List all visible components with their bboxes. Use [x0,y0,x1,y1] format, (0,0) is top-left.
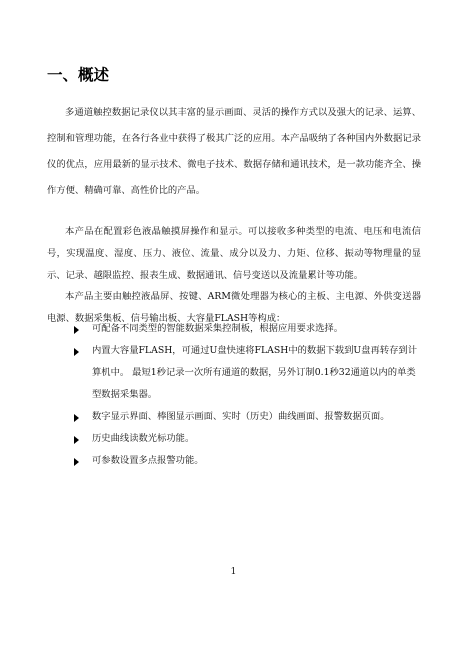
list-item [74,340,423,406]
list-item-text: 可参数设置多点报警功能。 [92,455,204,466]
list-item [74,406,423,428]
bullet-arrow-icon [74,436,79,444]
section-heading: 一、概述 [47,66,110,84]
overview-paragraph: 多通道触控数据记录仪以其丰富的显示画面、灵活的操作方式以及强大的记录、运算、控制和管理功能，在各行各业中获得了极其广泛的应用。本产品吸纳了各种国内外数据记录仪的优点，应用最新的显示技术、微电子技术、数据存储和通讯技术，是一款功能齐全、操作方便、精确可靠、高性价比的产品。 [47,107,421,196]
page-number: 1 [230,566,237,577]
list-item-text: 数字显示界面、棒图显示画面、实时（历史）曲线画面、报警数据页面。 [92,411,390,422]
list-item [74,450,423,472]
bullet-arrow-icon [74,326,79,334]
bullet-arrow-icon [74,458,79,466]
features-paragraph: 本产品在配置彩色液晶触摸屏操作和显示。可以接收多种类型的电流、电压和电流信号，实现温度、湿度、压力、液位、流量、成分以及力、力矩、位移、振动等物理量的显示、记录、越限监控、报表生成、数据通讯、信号变送以及流量累计等功能。 [47,226,421,281]
list-item [74,428,423,450]
list-item [74,318,423,340]
bullet-arrow-icon [74,414,79,422]
bullet-arrow-icon [74,348,79,356]
composition-paragraph: 本产品主要由触控液晶屏、按键、ARM微处理器为核心的主板、主电源、外供变送器电源、数据采集板、信号输出板、大容量FLASH等构成： [47,291,421,324]
list-item-text: 可配备不同类型的智能数据采集控制板，根据应用要求选择。 [92,323,344,334]
feature-list [74,318,423,472]
list-item-text: 内置大容量FLASH，可通过U盘快速将FLASH中的数据下载到U盘再转存到计算机中。 最短1秒记录一次所有通道的数据，另外订制0.1秒32通道以内的单类型数据采集器。 [92,345,418,400]
list-item-text: 历史曲线读数光标功能。 [92,433,195,444]
